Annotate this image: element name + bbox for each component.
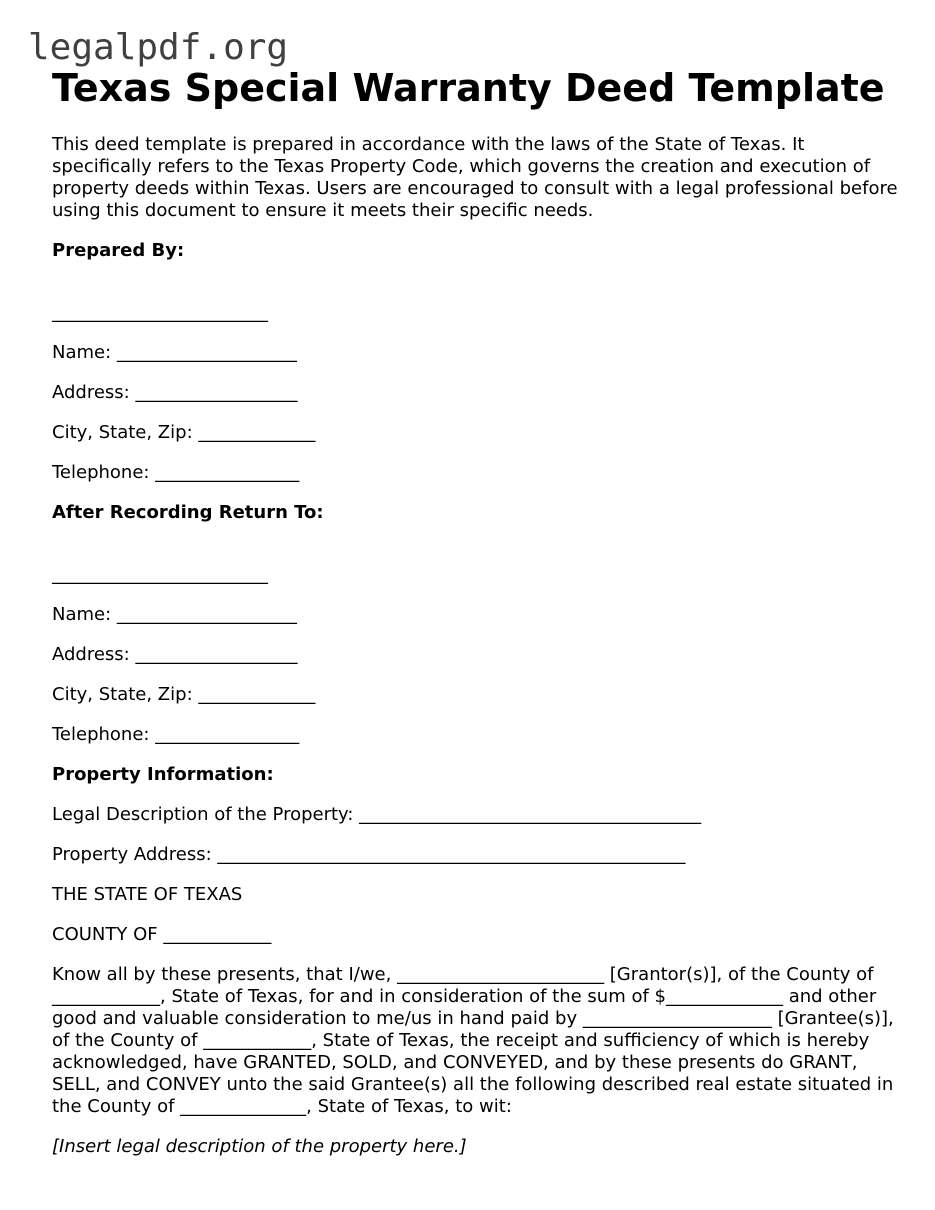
legal-description-field: Legal Description of the Property: ______________________________________ (52, 804, 702, 825)
page-title: Texas Special Warranty Deed Template (52, 66, 885, 110)
watermark-logo: legalpdf.org (28, 27, 289, 68)
property-info-heading: Property Information: (52, 764, 274, 785)
return-to-telephone-field: Telephone: ________________ (52, 724, 300, 745)
intro-paragraph: This deed template is prepared in accordance with the laws of the State of Texas. It specifically refers to the Texas Property Code, which governs the creation and execution of property deeds within Texas. Users are encouraged to consult with a legal professional before using this document to ensure it meets their specific needs. (52, 134, 898, 221)
property-address-field: Property Address: ____________________________________________________ (52, 844, 686, 865)
prepared-by-blank-line: ________________________ (52, 302, 268, 323)
state-of-texas-line: THE STATE OF TEXAS (52, 884, 243, 905)
return-to-city-field: City, State, Zip: _____________ (52, 684, 316, 705)
prepared-by-name-field: Name: ____________________ (52, 342, 297, 363)
return-to-blank-line: ________________________ (52, 564, 268, 585)
insert-legal-description-note: [Insert legal description of the property here.] (52, 1136, 467, 1157)
prepared-by-city-field: City, State, Zip: _____________ (52, 422, 316, 443)
conveyance-paragraph: Know all by these presents, that I/we, _______________________ [Grantor(s)], of the County of ____________, State of Texas, for and in consideration of the sum of $_____________ and other good and valuable consideration to me/us in hand paid by _____________________ [Grantee(s)], of the County of ____________, State of Texas, the receipt and sufficiency of which is hereby acknowledged, have GRANTED, SOLD, and CONVEYED, and by these presents do GRANT, SELL, and CONVEY unto the said Grantee(s) all the following described real estate situated in the County of ______________, State of Texas, to wit: (52, 964, 894, 1117)
prepared-by-telephone-field: Telephone: ________________ (52, 462, 300, 483)
document-body (52, 64, 902, 1158)
county-field: COUNTY OF ____________ (52, 924, 272, 945)
prepared-by-heading: Prepared By: (52, 240, 185, 261)
prepared-by-address-field: Address: __________________ (52, 382, 298, 403)
return-to-address-field: Address: __________________ (52, 644, 298, 665)
return-to-name-field: Name: ____________________ (52, 604, 297, 625)
return-to-heading: After Recording Return To: (52, 502, 324, 523)
